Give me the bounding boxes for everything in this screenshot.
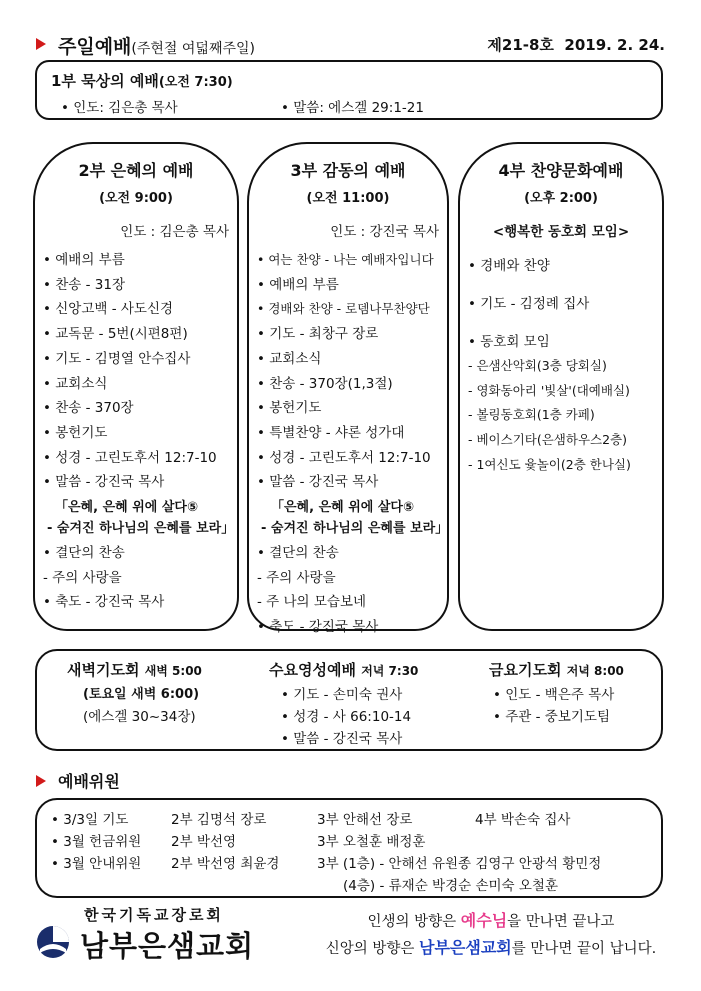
second-service-time: (오전 9:00) bbox=[99, 191, 173, 206]
page-title: 주일예배 bbox=[58, 36, 132, 58]
list-item: • 축도 - 강진국 목사 bbox=[257, 619, 379, 636]
list-item: • 주관 - 중보기도팀 bbox=[493, 709, 610, 725]
club-list bbox=[468, 354, 654, 478]
second-service-box bbox=[33, 142, 239, 631]
page-subtitle: (주현절 여덟째주일) bbox=[131, 41, 255, 57]
list-item: • 말씀 - 강진국 목사 bbox=[257, 474, 379, 491]
staff-role: • 3월 안내위원 bbox=[51, 856, 142, 872]
friday-time: 저녁 8:00 bbox=[566, 664, 624, 678]
bullet-triangle-icon bbox=[36, 775, 46, 787]
issue-info bbox=[487, 34, 665, 55]
fourth-service-title: 4부 찬양문화예배 bbox=[498, 161, 624, 180]
weekday-services-box bbox=[35, 649, 663, 751]
church-name: 남부은샘교회 bbox=[80, 929, 255, 963]
motto bbox=[306, 908, 676, 962]
list-item: • 여는 찬양 - 나는 예배자입니다 bbox=[257, 252, 434, 267]
motto-text: 신앙의 방향은 bbox=[325, 941, 419, 957]
dawn-prayer bbox=[67, 659, 237, 728]
list-item: • 성경 - 고린도후서 12:7-10 bbox=[43, 449, 217, 466]
list-item: • 찬송 - 31장 bbox=[43, 276, 126, 293]
bullet-triangle-icon bbox=[36, 38, 46, 50]
list-item: • 예배의 부름 bbox=[43, 252, 125, 268]
wednesday-time: 저녁 7:30 bbox=[361, 664, 419, 678]
list-item: • 결단의 찬송 bbox=[43, 545, 125, 562]
third-service-title: 3부 감동의 예배 bbox=[290, 161, 406, 180]
list-item: • 말씀 - 강진국 목사 bbox=[43, 474, 165, 491]
first-service-box bbox=[35, 60, 663, 120]
fourth-service-time: (오후 2:00) bbox=[524, 191, 598, 206]
wednesday-title: 수요영성예배 bbox=[269, 661, 356, 679]
sermon-title: 「은혜, 은혜 위에 살다⑤ bbox=[271, 500, 414, 516]
list-item: - 볼링동호회(1층 카페) bbox=[468, 407, 595, 423]
issue-date: 2019. 2. 24. bbox=[564, 36, 665, 54]
third-service-order bbox=[257, 248, 439, 495]
list-item: • 결단의 찬송 bbox=[257, 545, 339, 562]
motto-highlight: 예수님 bbox=[460, 911, 508, 930]
staff-role: • 3/3일 기도 bbox=[51, 812, 129, 828]
list-item: • 예배의 부름 bbox=[257, 276, 339, 293]
list-item: • 말씀 - 강진국 목사 bbox=[281, 731, 403, 747]
dawn-prayer-saturday: (토요일 새벽 6:00) bbox=[83, 687, 200, 702]
fourth-service-subtitle: <행복한 동호회 모임> bbox=[492, 224, 630, 240]
list-item: • 기도 - 김명열 안수집사 bbox=[43, 350, 191, 367]
sermon-subtitle: - 숨겨진 하나님의 은혜를 보라」 bbox=[47, 521, 235, 537]
list-item: • 찬송 - 370장 bbox=[43, 400, 134, 417]
motto-line-1 bbox=[306, 908, 676, 935]
dawn-prayer-title: 새벽기도회 bbox=[67, 661, 140, 679]
second-service-title: 2부 은혜의 예배 bbox=[78, 161, 194, 180]
sermon-subtitle: - 숨겨진 하나님의 은혜를 보라」 bbox=[261, 521, 449, 537]
list-item: • 기도 - 최창구 장로 bbox=[257, 326, 379, 343]
motto-text: 을 만나면 끝나고 bbox=[507, 914, 615, 930]
church-logo-icon bbox=[36, 925, 70, 959]
list-item: - 베이스기타(은샘하우스2층) bbox=[468, 432, 628, 448]
fourth-service-box bbox=[458, 142, 664, 631]
third-service-closing bbox=[257, 541, 439, 640]
second-service-order bbox=[43, 248, 229, 495]
list-item: • 교회소식 bbox=[257, 350, 322, 367]
staff-names: 2부 김명석 장로 bbox=[171, 812, 267, 828]
list-item: • 성경 - 고린도후서 12:7-10 bbox=[257, 449, 431, 466]
list-item: • 봉헌기도 bbox=[43, 424, 108, 441]
second-service-leader: 인도 : 김은총 목사 bbox=[120, 224, 229, 240]
staff-names: 3부 오철훈 배정훈 bbox=[317, 834, 426, 850]
list-item: - 주 나의 모습보네 bbox=[257, 594, 367, 611]
first-service-leader: • 인도: 김은총 목사 bbox=[61, 100, 178, 116]
first-service-title: 1부 묵상의 예배 bbox=[51, 72, 159, 90]
list-item: • 기도 - 손미숙 권사 bbox=[281, 687, 403, 703]
list-item: • 축도 - 강진국 목사 bbox=[43, 594, 165, 611]
motto-text: 를 만나면 끝이 납니다. bbox=[511, 941, 657, 957]
friday-title: 금요기도회 bbox=[489, 661, 562, 679]
page-header bbox=[58, 32, 255, 59]
denomination-name: 한국기독교장로회 bbox=[84, 906, 224, 924]
list-item: • 교독문 - 5번(시편8편) bbox=[43, 326, 188, 343]
first-service-scripture: • 말씀: 에스겔 29:1-21 bbox=[281, 100, 424, 116]
list-item: • 신앙고백 - 사도신경 bbox=[43, 301, 174, 318]
list-item: - 1여신도 윷놀이(2층 한나실) bbox=[468, 456, 631, 472]
motto-line-2 bbox=[306, 935, 676, 962]
list-item: • 특별찬양 - 샤론 성가대 bbox=[257, 424, 405, 441]
motto-text: 인생의 방향은 bbox=[367, 914, 461, 930]
staff-names: 4부 박손숙 집사 bbox=[475, 812, 571, 828]
issue-number: 제21-8호 bbox=[487, 36, 554, 54]
sermon-title: 「은혜, 은혜 위에 살다⑤ bbox=[55, 500, 198, 516]
list-item: • 경배와 찬양 - 로뎀나무찬양단 bbox=[257, 301, 430, 317]
first-service-heading bbox=[51, 70, 233, 91]
list-item: • 동호회 모임 bbox=[468, 334, 550, 350]
dawn-prayer-time: 새벽 5:00 bbox=[144, 664, 202, 678]
list-item: • 경배와 찬양 bbox=[468, 258, 550, 274]
staff-names: 3부 (1층) - 안해선 유원종 김영구 안광석 황민정 bbox=[317, 856, 602, 872]
list-item: • 교회소식 bbox=[43, 375, 108, 392]
first-service-time: (오전 7:30) bbox=[158, 75, 233, 90]
motto-highlight: 남부은샘교회 bbox=[419, 938, 512, 957]
list-item: • 기도 - 김정례 집사 bbox=[468, 296, 590, 312]
wednesday-service bbox=[269, 659, 469, 750]
list-item: • 찬송 - 370장(1,3절) bbox=[257, 375, 393, 392]
list-item: - 주의 사랑을 bbox=[257, 569, 336, 586]
friday-prayer bbox=[489, 659, 659, 728]
list-item: - 은샘산악회(3층 당회실) bbox=[468, 358, 607, 373]
second-service-closing bbox=[43, 541, 229, 615]
staff-names: 2부 박선영 최윤경 bbox=[171, 856, 280, 872]
staff-names: 2부 박선영 bbox=[171, 834, 237, 850]
staff-names: 3부 안해선 장로 bbox=[317, 812, 413, 828]
list-item: • 성경 - 사 66:10-14 bbox=[281, 709, 412, 725]
staff-role: • 3월 헌금위원 bbox=[51, 834, 142, 850]
list-item: - 영화동아리 '빛살'(대예배실) bbox=[468, 382, 630, 398]
section-title: 예배위원 bbox=[58, 772, 120, 791]
staff-box bbox=[35, 798, 663, 898]
list-item: - 주의 사랑을 bbox=[43, 569, 122, 586]
third-service-time: (오전 11:00) bbox=[306, 191, 390, 206]
list-item: • 봉헌기도 bbox=[257, 400, 322, 417]
list-item: • 인도 - 백은주 목사 bbox=[493, 687, 615, 703]
third-service-box bbox=[247, 142, 449, 636]
third-service-leader: 인도 : 강진국 목사 bbox=[330, 224, 439, 240]
dawn-prayer-scripture: (에스겔 30~34장) bbox=[83, 709, 196, 725]
staff-row: (4층) - 류재순 박경순 손미숙 오철훈 bbox=[343, 878, 558, 894]
